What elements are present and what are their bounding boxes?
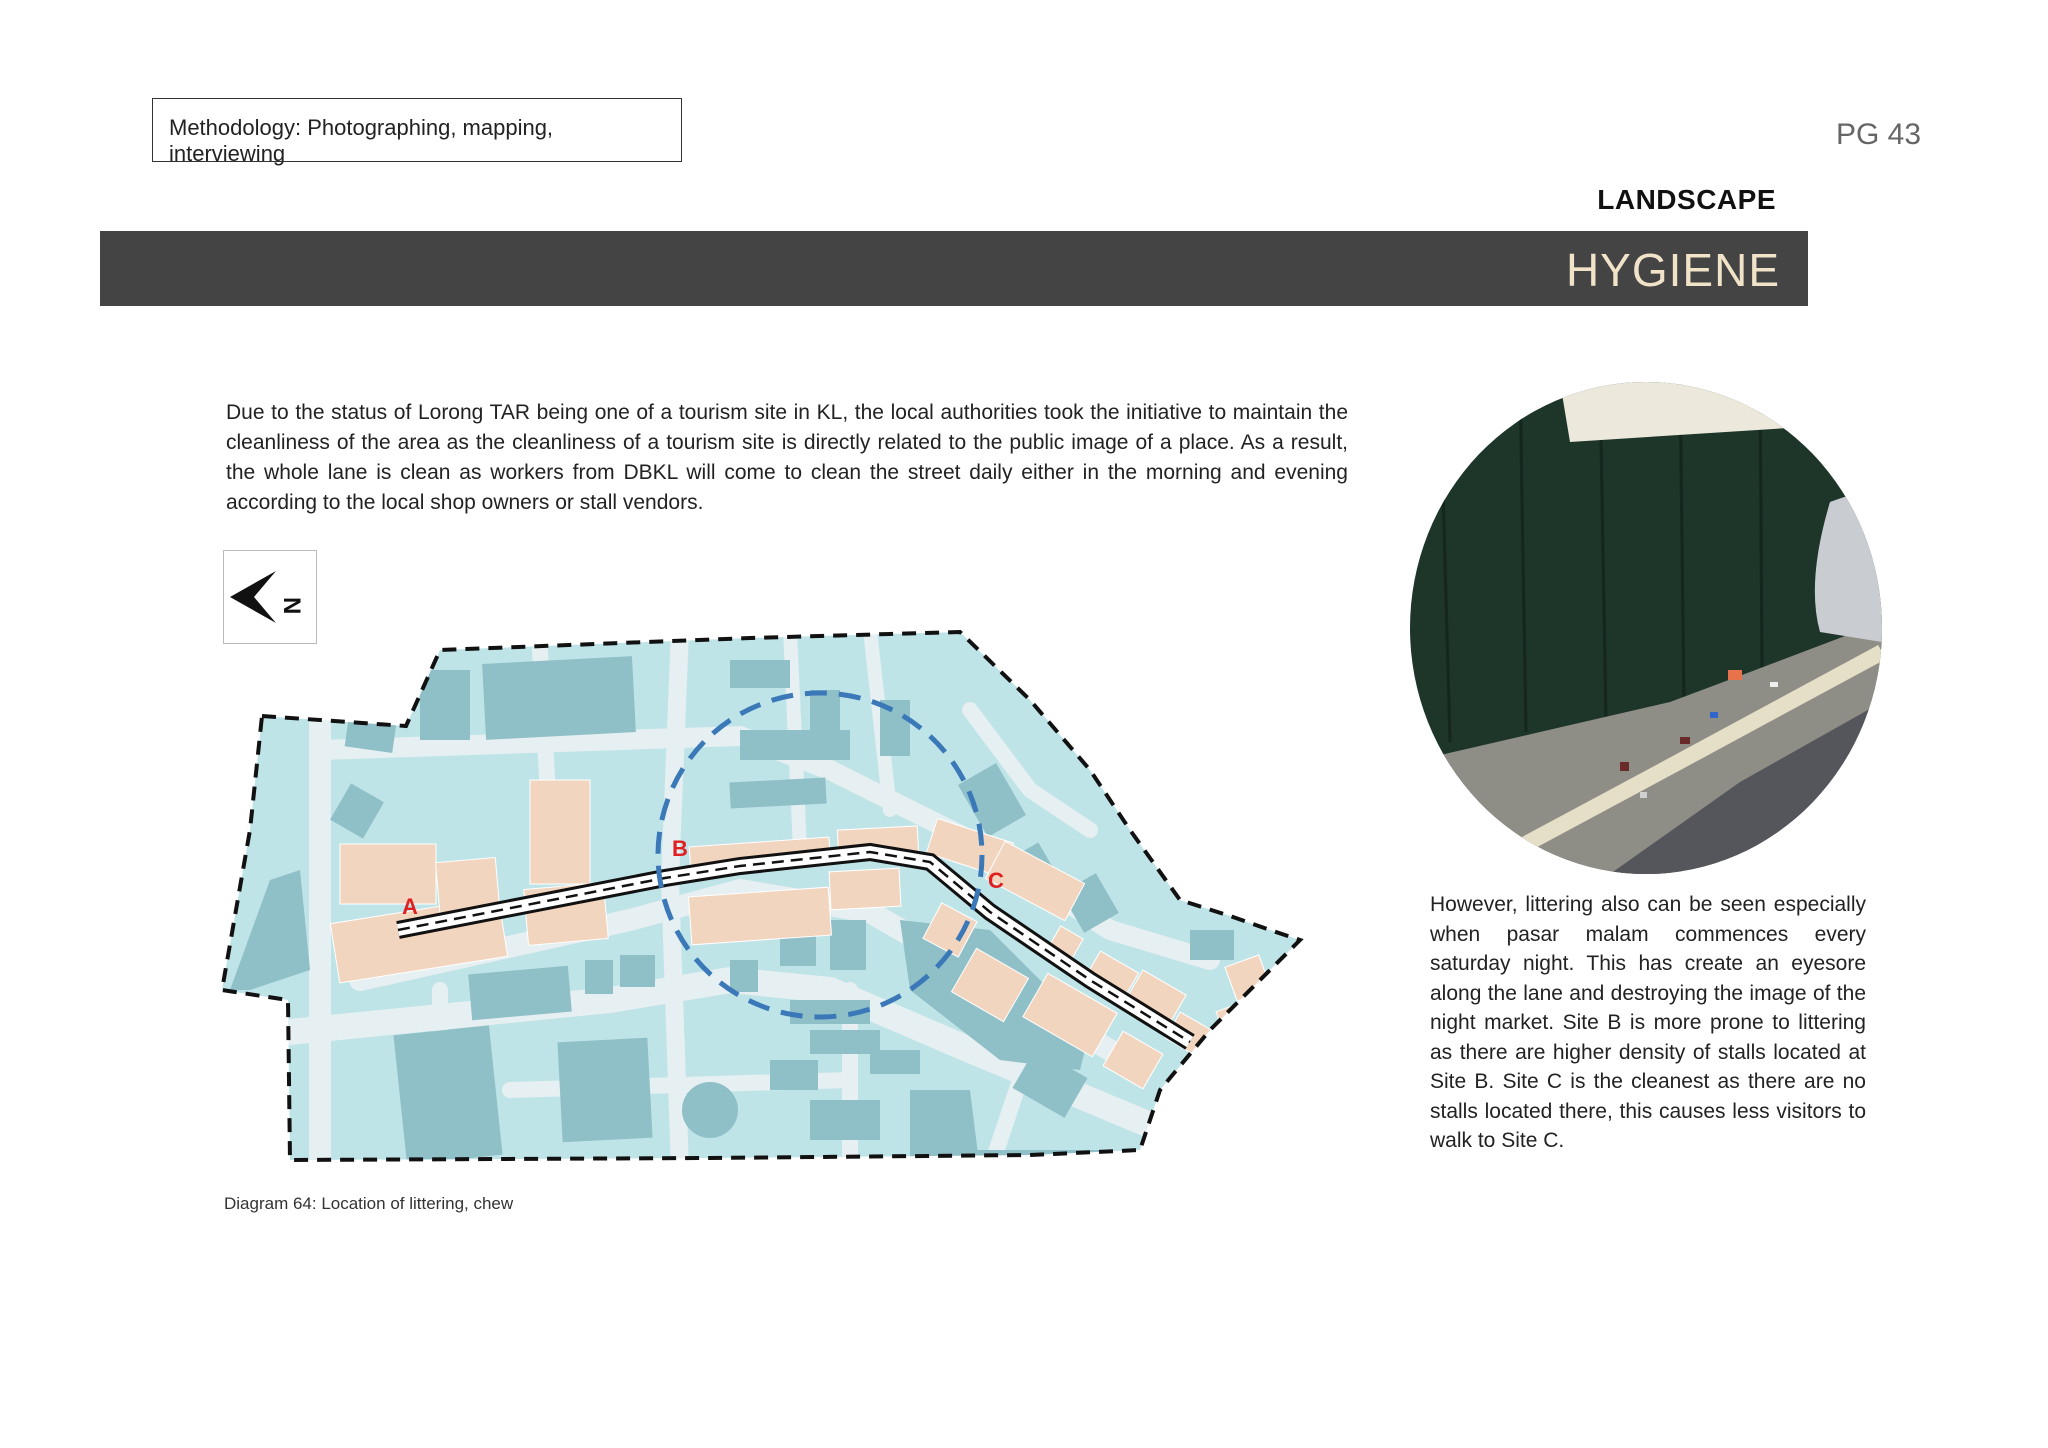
section-label: LANDSCAPE <box>1597 184 1776 215</box>
littering-paragraph: However, littering also can be seen especially when pasar malam commences every saturday night. This has create an eyesore along the lane and destroying the image of the night market. Site B is more prone to littering as there are higher density of stalls located at Site B. Site C is the cleanest as there are no stalls located there, this causes less visitors to walk to Site C. <box>1430 893 1866 1152</box>
map-base <box>210 630 1340 1170</box>
photo-illustration <box>1410 382 1882 874</box>
title-bar <box>100 231 1808 306</box>
littering-photo <box>1410 382 1882 874</box>
diagram-caption: Diagram 64: Location of littering, chew <box>224 1194 514 1213</box>
page-title: HYGIENE <box>1565 244 1780 296</box>
site-map <box>210 630 1340 1170</box>
intro-paragraph: Due to the status of Lorong TAR being one of a tourism site in KL, the local authorities took the initiative to maintain the cleanliness of the area as the cleanliness of a tourism site is directly related to the public image of a place. As a result, the whole lane is clean as workers from DBKL will come to clean the street daily either in the morning and evening according to the local shop owners or stall vendors. <box>226 401 1348 514</box>
page-number: PG 43 <box>1836 118 1922 151</box>
site-label-c: C <box>988 868 1004 893</box>
site-label-a: A <box>402 894 418 919</box>
site-label-b: B <box>672 836 688 861</box>
north-label: N <box>278 597 305 615</box>
methodology-box: Methodology: Photographing, mapping, interviewing <box>152 98 682 162</box>
